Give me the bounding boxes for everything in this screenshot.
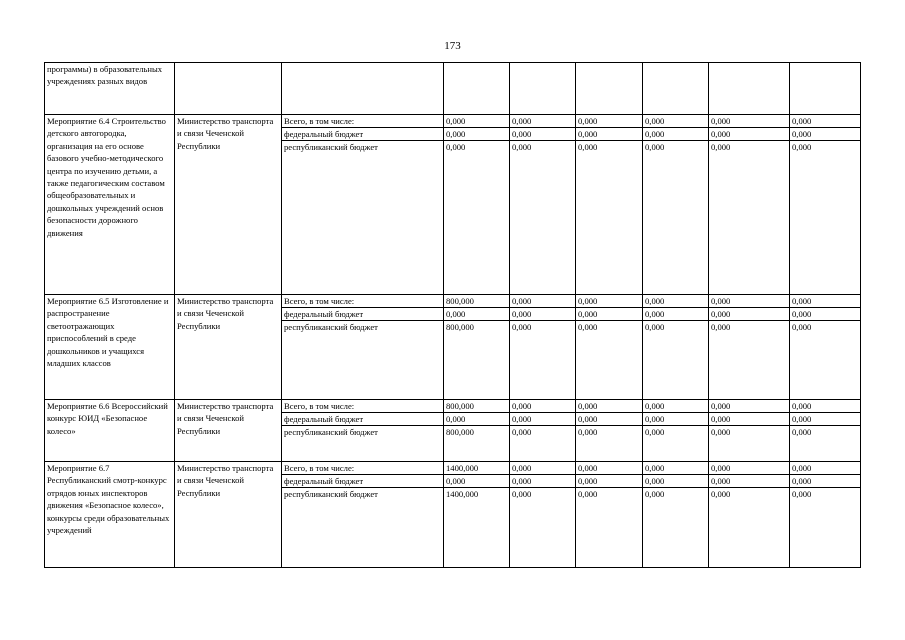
value-total: 0,000 <box>510 115 575 128</box>
value-total: 0,000 <box>709 295 789 308</box>
source-total: Всего, в том числе: <box>282 462 443 475</box>
value-cell <box>510 295 576 400</box>
value-cell <box>576 295 643 400</box>
value-federal: 0,000 <box>643 475 708 488</box>
value-cell <box>444 63 510 115</box>
value-republican: 0,000 <box>645 489 665 499</box>
value-cell <box>510 462 576 568</box>
value-cell <box>444 115 510 295</box>
source-republican: республиканский бюджет <box>284 427 378 437</box>
value-total: 0,000 <box>709 400 789 413</box>
value-cell <box>510 63 576 115</box>
activity-description-cell <box>45 400 175 462</box>
value-federal: 0,000 <box>510 413 575 426</box>
value-total: 0,000 <box>576 400 642 413</box>
executor-name: Министерство транспорта и связи Чеченской Республики <box>177 463 274 498</box>
value-total: 0,000 <box>510 295 575 308</box>
value-cell <box>790 295 861 400</box>
value-federal: 0,000 <box>709 475 789 488</box>
value-cell <box>643 63 709 115</box>
executor-cell <box>175 400 282 462</box>
value-republican: 0,000 <box>578 427 598 437</box>
value-cell <box>576 462 643 568</box>
value-federal: 0,000 <box>510 308 575 321</box>
activity-description-cell <box>45 63 175 115</box>
value-federal: 0,000 <box>643 128 708 141</box>
value-federal: 0,000 <box>444 128 509 141</box>
source-cell <box>282 63 444 115</box>
value-total: 0,000 <box>510 462 575 475</box>
value-federal: 0,000 <box>790 413 860 426</box>
value-republican: 0,000 <box>645 322 665 332</box>
value-federal: 0,000 <box>576 413 642 426</box>
value-cell <box>643 115 709 295</box>
value-cell <box>709 115 790 295</box>
value-republican: 0,000 <box>711 322 731 332</box>
source-total: Всего, в том числе: <box>282 400 443 413</box>
value-total: 0,000 <box>790 462 860 475</box>
activity-description-cell <box>45 115 175 295</box>
value-republican: 0,000 <box>792 427 812 437</box>
value-cell <box>444 400 510 462</box>
value-total: 0,000 <box>576 295 642 308</box>
value-cell <box>709 63 790 115</box>
source-federal: федеральный бюджет <box>282 128 443 141</box>
value-total: 0,000 <box>709 462 789 475</box>
value-total: 0,000 <box>643 115 708 128</box>
source-federal: федеральный бюджет <box>282 413 443 426</box>
activity-description: Мероприятие 6.5 Изготовление и распространение светоотражающих приспособлений в среде дошкольников и учащихся младших классов <box>47 296 169 369</box>
executor-cell <box>175 115 282 295</box>
value-federal: 0,000 <box>510 475 575 488</box>
executor-cell <box>175 462 282 568</box>
value-federal: 0,000 <box>790 308 860 321</box>
value-republican: 0,000 <box>792 489 812 499</box>
value-republican: 0,000 <box>578 489 598 499</box>
value-total: 0,000 <box>576 462 642 475</box>
value-cell <box>444 462 510 568</box>
value-federal: 0,000 <box>576 128 642 141</box>
value-cell <box>643 462 709 568</box>
source-total: Всего, в том числе: <box>282 115 443 128</box>
value-republican: 0,000 <box>792 322 812 332</box>
value-republican: 0,000 <box>711 142 731 152</box>
value-republican: 0,000 <box>645 427 665 437</box>
value-cell <box>709 462 790 568</box>
value-republican: 0,000 <box>711 489 731 499</box>
value-republican: 0,000 <box>578 322 598 332</box>
source-republican: республиканский бюджет <box>284 489 378 499</box>
executor-cell <box>175 295 282 400</box>
table-row <box>45 462 861 568</box>
value-republican: 0,000 <box>792 142 812 152</box>
source-cell <box>282 295 444 400</box>
value-federal: 0,000 <box>709 413 789 426</box>
value-cell <box>709 295 790 400</box>
activity-description: Мероприятие 6.6 Всероссийский конкурс ЮИД «Безопасное колесо» <box>47 401 168 436</box>
value-cell <box>510 115 576 295</box>
table-row <box>45 295 861 400</box>
source-republican: республиканский бюджет <box>284 322 378 332</box>
value-republican: 0,000 <box>512 489 532 499</box>
value-federal: 0,000 <box>444 413 509 426</box>
executor-name: Министерство транспорта и связи Чеченской Республики <box>177 116 274 151</box>
activity-description: программы) в образовательных учреждениях разных видов <box>47 64 163 87</box>
source-total: Всего, в том числе: <box>282 295 443 308</box>
source-federal: федеральный бюджет <box>282 475 443 488</box>
value-total: 800,000 <box>444 400 509 413</box>
value-cell <box>643 400 709 462</box>
activity-description: Мероприятие 6.7 Республиканский смотр-конкурс отрядов юных инспекторов движения «Безопасное колесо», конкурсы среди образовательных учреждений <box>47 463 170 536</box>
value-cell <box>790 400 861 462</box>
value-total: 0,000 <box>790 115 860 128</box>
value-cell <box>709 400 790 462</box>
value-republican: 0,000 <box>512 427 532 437</box>
value-cell <box>790 63 861 115</box>
value-cell <box>790 462 861 568</box>
value-total: 0,000 <box>643 400 708 413</box>
value-cell <box>643 295 709 400</box>
value-federal: 0,000 <box>790 475 860 488</box>
activity-description: Мероприятие 6.4 Строительство детского автогородка, организация на его основе базового учебно-методического центра по изучению детьми, а также педагогическим составом общеобразовательных и дошкольных учреждений основ безопасности дорожного движения <box>47 116 166 238</box>
executor-name: Министерство транспорта и связи Чеченской Республики <box>177 401 274 436</box>
executor-name: Министерство транспорта и связи Чеченской Республики <box>177 296 274 331</box>
value-republican: 800,000 <box>446 427 474 437</box>
value-federal: 0,000 <box>643 413 708 426</box>
table-row <box>45 63 861 115</box>
value-republican: 1400,000 <box>446 489 479 499</box>
value-total: 0,000 <box>709 115 789 128</box>
value-federal: 0,000 <box>643 308 708 321</box>
page-number: 173 <box>444 40 461 52</box>
value-total: 0,000 <box>444 115 509 128</box>
value-republican: 0,000 <box>446 142 466 152</box>
value-federal: 0,000 <box>709 128 789 141</box>
value-republican: 0,000 <box>711 427 731 437</box>
value-total: 0,000 <box>510 400 575 413</box>
value-total: 0,000 <box>790 295 860 308</box>
value-cell <box>790 115 861 295</box>
source-cell <box>282 462 444 568</box>
value-total: 1400,000 <box>444 462 509 475</box>
source-cell <box>282 115 444 295</box>
value-cell <box>576 63 643 115</box>
value-total: 0,000 <box>576 115 642 128</box>
value-total: 0,000 <box>790 400 860 413</box>
value-federal: 0,000 <box>709 308 789 321</box>
value-federal: 0,000 <box>790 128 860 141</box>
activity-description-cell <box>45 462 175 568</box>
value-republican: 0,000 <box>512 322 532 332</box>
budget-table <box>44 62 861 568</box>
value-republican: 0,000 <box>578 142 598 152</box>
source-republican: республиканский бюджет <box>284 142 378 152</box>
value-federal: 0,000 <box>444 475 509 488</box>
value-cell <box>444 295 510 400</box>
table-row <box>45 115 861 295</box>
value-republican: 0,000 <box>645 142 665 152</box>
value-republican: 800,000 <box>446 322 474 332</box>
value-republican: 0,000 <box>512 142 532 152</box>
source-cell <box>282 400 444 462</box>
source-federal: федеральный бюджет <box>282 308 443 321</box>
table-row <box>45 400 861 462</box>
value-federal: 0,000 <box>576 308 642 321</box>
value-federal: 0,000 <box>576 475 642 488</box>
value-cell <box>576 400 643 462</box>
value-federal: 0,000 <box>444 308 509 321</box>
value-total: 0,000 <box>643 295 708 308</box>
value-total: 0,000 <box>643 462 708 475</box>
value-federal: 0,000 <box>510 128 575 141</box>
value-cell <box>576 115 643 295</box>
value-cell <box>510 400 576 462</box>
value-total: 800,000 <box>444 295 509 308</box>
activity-description-cell <box>45 295 175 400</box>
executor-cell <box>175 63 282 115</box>
